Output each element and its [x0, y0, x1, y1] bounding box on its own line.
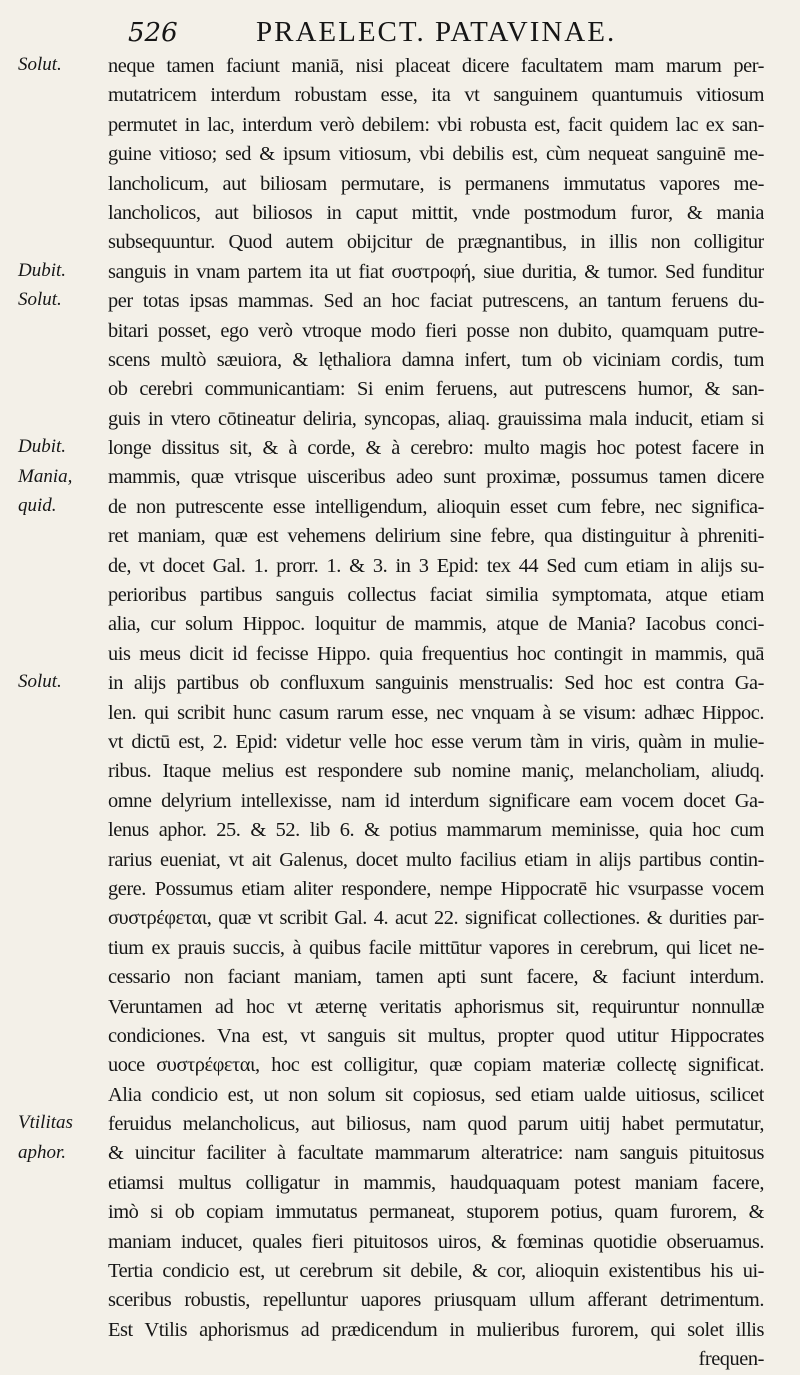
- margin-note: Solut.: [18, 289, 62, 311]
- text-line: guis in vtero cōtineatur deliria, syncopas, aliaq. grauissima mala inducit, etiam si: [108, 407, 764, 430]
- text-line: frequen-: [698, 1348, 764, 1371]
- text-line: guine vitioso; sed & ipsum vitiosum, vbi debilis est, cùm nequeat sanguinē me-: [108, 143, 764, 166]
- text-line: bitari posset, ego verò vtroque modo fieri posse non dubito, quamquam putre-: [108, 319, 764, 342]
- text-line: scens multò sæuiora, & lęthaliora damna infert, tum ob viciniam cordis, tum: [108, 348, 764, 371]
- text-line: de non putrescente esse intelligendum, alioquin esset cum febre, nec significa-: [108, 495, 764, 518]
- text-line: tium ex prauis succis, à quibus facile mittūtur vapores in cerebrum, qui licet ne-: [108, 936, 764, 959]
- text-line: lancholicum, aut biliosam permutare, is permanens immutatus vapores me-: [108, 172, 764, 195]
- running-title: PRAELECT. PATAVINAE.: [256, 16, 617, 48]
- text-line: len. qui scribit hunc casum rarum esse, nec vnquam à se visum: adhæc Hippoc.: [108, 701, 764, 724]
- text-line: feruidus melancholicus, aut biliosus, nam quod parum uitij habet permutatur,: [108, 1113, 764, 1136]
- text-line: Est Vtilis aphorismus ad prædicendum in mulieribus furorem, qui solet illis: [108, 1318, 764, 1341]
- text-line: ret maniam, quæ est vehemens delirium sine febre, qua distinguitur à phreniti-: [108, 525, 764, 548]
- text-line: Tertia condicio est, ut cerebrum sit debile, & cor, alioquin existentibus his ui-: [108, 1260, 764, 1283]
- margin-note: Mania,: [18, 465, 73, 487]
- text-line: longe dissitus sit, & à corde, & à cerebro: multo magis hoc potest facere in: [108, 437, 764, 460]
- text-line: ob cerebri communicantiam: Si enim feruens, aut putrescens humor, & san-: [108, 378, 764, 401]
- text-line: subsequuntur. Quod autem obijcitur de prægnantibus, in illis non colligitur: [108, 231, 764, 254]
- text-line: vt dictū est, 2. Epid: videtur velle hoc esse verum tàm in viris, quàm in mulie-: [108, 730, 764, 753]
- margin-note: Vtilitas: [18, 1112, 73, 1134]
- page-number: 526: [128, 18, 178, 48]
- text-line: omne delyrium intellexisse, nam id interdum significare eam vocem docet Ga-: [108, 789, 764, 812]
- text-line: condiciones. Vna est, vt sanguis sit multus, propter quod utitur Hippocrates: [108, 1024, 764, 1047]
- text-line: lenus aphor. 25. & 52. lib 6. & potius mammarum meminisse, quia hoc cum: [108, 819, 764, 842]
- text-line: cessario non faciant maniam, tamen apti sunt facere, & faciunt interdum.: [108, 966, 764, 989]
- text-line: neque tamen faciunt maniā, nisi placeat dicere facultatem mam marum per-: [108, 55, 764, 77]
- text-line: sanguis in vnam partem ita ut fiat συστροφή, siue duritia, & tumor. Sed funditur: [108, 260, 764, 283]
- body-text: [108, 52, 764, 1375]
- text-line: συστρέφεται, quæ vt scribit Gal. 4. acut 22. significat collectiones. & durities par-: [108, 907, 764, 930]
- text-line: mutatricem interdum robustam esse, ita vt sanguinem quantumuis vitiosum: [108, 84, 764, 107]
- text-line: perioribus partibus sanguis collectus faciat similia symptomata, atque etiam: [108, 584, 764, 607]
- text-line: maniam inducet, quales fieri pituitosos uiros, & fœminas quotidie obseruamus.: [108, 1230, 764, 1253]
- text-line: uis meus dicit id fecisse Hippo. quia frequentius hoc contingit in mammis, quā: [108, 642, 764, 665]
- text-line: permutet in lac, interdum verò debilem: vbi robusta est, facit quidem lac ex san-: [108, 113, 764, 136]
- text-line: in alijs partibus ob confluxum sanguinis menstrualis: Sed hoc est contra Ga-: [108, 672, 764, 695]
- text-line: Veruntamen ad hoc vt æternę veritatis aphorismus sit, requiruntur nonnullæ: [108, 995, 764, 1018]
- text-line: alia, cur solum Hippoc. loquitur de mammis, atque de Mania? Iacobus conci-: [108, 613, 764, 636]
- text-line: & uincitur faciliter à facultate mammarum alteratrice: nam sanguis pituitosus: [108, 1142, 764, 1165]
- text-line: de, vt docet Gal. 1. prorr. 1. & 3. in 3 Epid: tex 44 Sed cum etiam in alijs su-: [108, 554, 764, 577]
- text-line: imò si ob copiam immutatus permaneat, stuporem potius, quam furorem, &: [108, 1201, 764, 1224]
- text-line: mammis, quæ vtrisque uisceribus adeo sunt proximæ, possumus tamen dicere: [108, 466, 764, 489]
- text-line: Alia condicio est, ut non solum sit copiosus, sed etiam ualde uitiosus, scilicet: [108, 1083, 764, 1106]
- margin-note: aphor.: [18, 1141, 67, 1163]
- text-line: rarius eueniat, vt ait Galenus, docet multo facilius etiam in alijs partibus contin-: [108, 848, 764, 871]
- text-line: lancholicos, aut biliosos in caput mittit, vnde postmodum furor, & mania: [108, 201, 764, 224]
- margin-note: Dubit.: [18, 436, 67, 458]
- margin-notes: [0, 0, 104, 1212]
- margin-note: Solut.: [18, 671, 62, 693]
- page-header: [0, 14, 800, 50]
- text-line: per totas ipsas mammas. Sed an hoc faciat putrescens, an tantum feruens du-: [108, 290, 764, 313]
- text-line: ribus. Itaque melius est respondere sub nomine maniç, melancholiam, aliudq.: [108, 760, 764, 783]
- margin-note: Solut.: [18, 54, 62, 75]
- text-line: uoce συστρέφεται, hoc est colligitur, quæ copiam materiæ collectę significat.: [108, 1054, 764, 1077]
- text-line: etiamsi multus colligatur in mammis, haudquaquam potest maniam facere,: [108, 1171, 764, 1194]
- margin-note: quid.: [18, 495, 57, 516]
- text-line: sceribus robustis, repelluntur uapores priusquam ullum afferant detrimentum.: [108, 1289, 764, 1312]
- text-line: gere. Possumus etiam aliter respondere, nempe Hippocratē hic vsurpasse vocem: [108, 877, 764, 900]
- margin-note: Dubit.: [18, 259, 67, 281]
